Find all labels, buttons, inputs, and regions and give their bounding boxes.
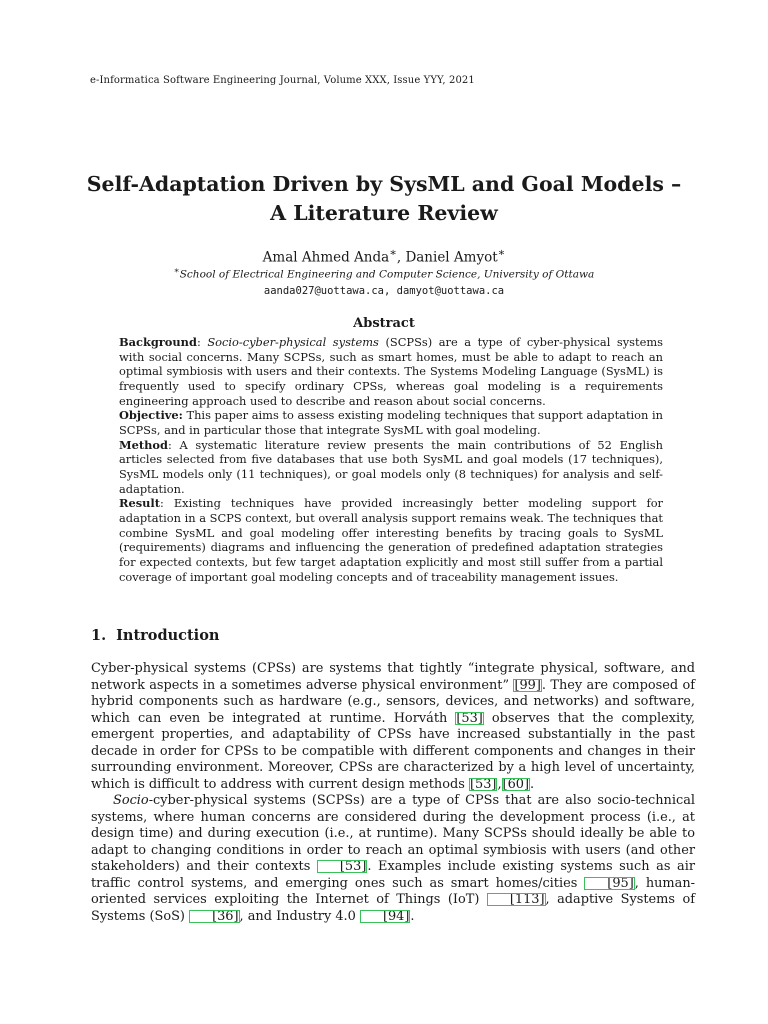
title-line-1: Self-Adaptation Driven by SysML and Goal Models – <box>86 172 682 196</box>
citation-link[interactable]: [53] <box>456 710 483 726</box>
citation-link[interactable]: [95] <box>584 877 634 890</box>
emphasis-text: Socio-cyber-physical systems <box>207 335 379 349</box>
emphasis-text: Socio <box>113 793 149 808</box>
body-paragraph: Cyber-physical systems (CPSs) are systems that tightly “integrate physical, software, and network aspects in a sometimes adverse physical environment” [99]. They are composed of hybrid components such as hardware (e.g., sensors, devices, and networks) and software, which can even be integrated at runtime. Horváth [53] observes that the complexity, emergent properties, and adaptability of CPSs have increased substantially in the past decade in order for CPSs to be compatible with different components and changes in their surrounding environment. Moreover, CPSs are characterized by a high level of uncertainty, which is difficult to address with current design methods [53],[60]. <box>91 661 695 792</box>
affiliation-marker: ∗ <box>173 266 180 276</box>
citation-link[interactable]: [94] <box>360 910 410 923</box>
abstract-text: : A systematic literature review presents the main contributions of 52 English articles selected from five databases that use both SysML and goal models (17 techniques), SysML models only (11 techniques), or goal models only (8 techniques) for analysis and self-adaptation. <box>119 437 663 496</box>
abstract-label: Result <box>119 496 160 511</box>
citation-link[interactable]: [53] <box>317 860 367 873</box>
paper-title <box>84 170 684 228</box>
abstract-result <box>119 496 663 584</box>
abstract <box>119 335 663 584</box>
abstract-text: : Existing techniques have provided increasingly better modeling support for adaptation in a SCPS context, but overall analysis support remains weak. The techniques that combine SysML and goal modeling offer interesting benefits by tracing goals to SysML (requirements) diagrams and influencing the generation of predefined adaptation strategies for expected contexts, but few target adaptation explicitly and most still suffer from a partial coverage of important goal modeling concepts and of traceability management issues. <box>119 496 663 584</box>
abstract-label: Objective: <box>119 408 183 423</box>
author-emails: aanda027@uottawa.ca, damyot@uottawa.ca <box>263 285 505 297</box>
abstract-text: This paper aims to assess existing modeling techniques that support adaptation in SCPSs, and in particular those that integrate SysML with goal modeling. <box>119 408 663 437</box>
body-paragraph: Socio-cyber-physical systems (SCPSs) are a type of CPSs that are also socio-technical systems, where human concerns are considered during the development process (i.e., at design time) and during execution (i.e., at runtime). Many SCPSs should ideally be able to adapt to changing conditions in order to reach an optimal symbiosis with users (and other stakeholders) and their contexts [53]. Examples include existing systems such as air traffic control systems, and emerging ones such as smart homes/cities [95], human-oriented services exploiting the Internet of Things (IoT) [113], adaptive Systems of Systems (SoS) [36], and Industry 4.0 [94]. <box>91 793 695 924</box>
section-heading <box>91 627 219 644</box>
abstract-text: (SCPSs) are a type of cyber-physical systems with social concerns. Many SCPSs, such as smart homes, must be able to adapt to reach an optimal symbiosis with users and their contexts. The Systems Modeling Language (SysML) is frequently used to specify ordinary CPSs, whereas goal modeling is a requirements engineering approach used to describe and reason about social concerns. <box>119 335 663 408</box>
abstract-objective <box>119 408 663 437</box>
abstract-method <box>119 438 663 497</box>
citation-link[interactable]: [53] <box>469 776 497 792</box>
abstract-label: Method <box>119 437 168 452</box>
author-list <box>84 246 684 266</box>
abstract-background: Background: Socio-cyber-physical systems (SCPSs) are a type of cyber-physical systems with social concerns. Many SCPSs, such as smart homes, must be able to adapt to reach an optimal symbiosis with users and their contexts. The Systems Modeling Language (SysML) is frequently used to specify ordinary CPSs, whereas goal modeling is a requirements engineering approach used to describe and reason about social concerns. <box>119 335 663 408</box>
citation-link[interactable]: [113] <box>487 893 546 906</box>
affiliation <box>84 266 684 281</box>
section-title: Introduction <box>116 627 220 644</box>
author-separator: , <box>396 249 406 266</box>
affiliation-text: School of Electrical Engineering and Computer Science, University of Ottawa <box>179 268 595 281</box>
running-header: e-Informatica Software Engineering Journal, Volume XXX, Issue YYY, 2021 <box>90 75 475 86</box>
citation-link[interactable]: [60] <box>502 776 530 792</box>
affiliation-marker: ∗ <box>389 246 397 259</box>
abstract-label: Background <box>119 335 197 349</box>
introduction-body <box>91 661 695 925</box>
abstract-heading: Abstract <box>353 316 415 331</box>
author-name: Amal Ahmed Anda <box>262 249 390 266</box>
title-line-2: A Literature Review <box>270 201 498 225</box>
author-name: Daniel Amyot <box>405 249 498 266</box>
citation-link[interactable]: [36] <box>189 910 239 923</box>
affiliation-marker: ∗ <box>497 246 506 259</box>
section-number: 1. <box>91 627 107 644</box>
citation-link[interactable]: [99] <box>514 677 541 693</box>
